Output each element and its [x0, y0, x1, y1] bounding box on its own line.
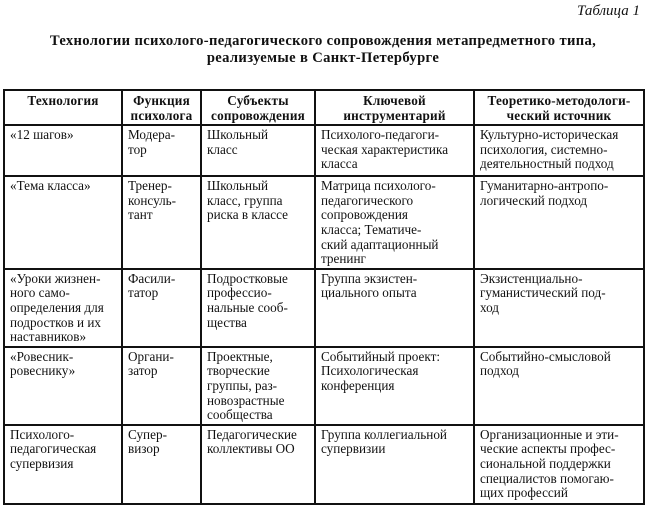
cell-text: нальные сооб-: [207, 299, 288, 315]
cell-function: [122, 125, 201, 176]
cell-text: ход: [480, 299, 500, 315]
table-row: [4, 176, 644, 269]
cell-text: класса: [321, 156, 358, 172]
cell-text: сиональной поддержки: [480, 455, 611, 471]
cell-subjects: [201, 125, 315, 176]
cell-text: Организационные и эти-: [480, 426, 619, 442]
cell-text: визор: [128, 441, 160, 457]
cell-text: риска в классе: [207, 207, 288, 223]
cell-source: [474, 347, 644, 425]
cell-text: супервизия: [10, 455, 74, 471]
cell-technology: [4, 125, 122, 176]
cell-text: ческая характеристика: [321, 141, 449, 157]
table-row: [4, 425, 644, 504]
cell-text: «Ровесник-: [10, 348, 74, 364]
header-text: Субъекты: [227, 93, 289, 108]
cell-text: сопровождения: [321, 207, 408, 223]
cell-text: Группа коллегиальной: [321, 426, 447, 442]
cell-text: профессио-: [207, 285, 272, 301]
cell-subjects: [201, 269, 315, 347]
cell-text: Супер-: [128, 426, 167, 442]
cell-text: Событийно-смысловой: [480, 348, 611, 364]
cell-text: новозрастные: [207, 392, 285, 408]
cell-text: конференция: [321, 377, 395, 393]
cell-source: [474, 125, 644, 176]
cell-text: Психолого-: [10, 426, 75, 442]
cell-text: супервизии: [321, 441, 386, 457]
cell-text: психология, системно-: [480, 141, 608, 157]
cell-text: логический подход: [480, 192, 588, 208]
cell-text: класс: [207, 141, 238, 157]
cell-text: Психолого-педагоги-: [321, 127, 440, 143]
cell-source: [474, 269, 644, 347]
cell-text: ский адаптационный: [321, 236, 439, 252]
header-text: Ключевой: [363, 93, 426, 108]
technologies-table: [3, 89, 645, 505]
cell-text: коллективы ОО: [207, 441, 295, 457]
header-technology: [4, 90, 122, 125]
title-line: Технологии психолого-педагогического сопровождения метапредметного типа,: [49, 33, 597, 49]
cell-tools: [315, 347, 474, 425]
cell-text: Матрица психолого-: [321, 178, 436, 194]
cell-tools: [315, 176, 474, 269]
table-row: [4, 125, 644, 176]
header-text: сопровождения: [211, 107, 305, 123]
cell-text: «12 шагов»: [10, 127, 74, 143]
cell-text: тант: [128, 207, 153, 223]
cell-text: щих профессий: [480, 485, 568, 501]
table-row: [4, 269, 644, 347]
cell-text: Школьный: [207, 127, 269, 143]
cell-text: тор: [128, 141, 147, 157]
cell-tools: [315, 269, 474, 347]
cell-text: Органи-: [128, 348, 174, 364]
cell-technology: [4, 425, 122, 504]
cell-text: класс, группа: [207, 192, 283, 208]
cell-text: Подростковые: [207, 270, 288, 286]
cell-text: Тренер-: [128, 178, 172, 194]
cell-text: гуманистический под-: [480, 285, 606, 301]
cell-source: [474, 176, 644, 269]
cell-text: тренинг: [321, 251, 366, 267]
cell-text: Проектные,: [207, 348, 273, 364]
cell-technology: [4, 269, 122, 347]
cell-subjects: [201, 176, 315, 269]
header-text: инструментарий: [343, 107, 446, 123]
cell-technology: [4, 176, 122, 269]
cell-text: ровеснику»: [10, 363, 76, 379]
cell-subjects: [201, 347, 315, 425]
cell-text: подход: [480, 363, 519, 379]
cell-subjects: [201, 425, 315, 504]
cell-text: Психологическая: [321, 363, 419, 379]
cell-text: класса; Тематиче-: [321, 221, 422, 237]
table-row: [4, 347, 644, 425]
cell-text: Гуманитарно-антропо-: [480, 178, 609, 194]
header-text: психолога: [130, 107, 193, 123]
cell-function: [122, 425, 201, 504]
header-text: ческий источник: [506, 107, 612, 123]
cell-text: наставников»: [10, 329, 87, 345]
cell-text: Группа экзистен-: [321, 270, 418, 286]
table-header-row: [4, 90, 644, 125]
cell-text: подростков и их: [10, 314, 101, 330]
document-title: [0, 33, 646, 67]
header-theoretical-source: [474, 90, 644, 125]
cell-text: Педагогические: [207, 426, 297, 442]
cell-text: щества: [207, 314, 247, 330]
cell-text: педагогическая: [10, 441, 97, 457]
cell-text: Модера-: [128, 127, 176, 143]
cell-text: Школьный: [207, 178, 269, 194]
cell-function: [122, 176, 201, 269]
cell-source: [474, 425, 644, 504]
header-subjects: [201, 90, 315, 125]
cell-technology: [4, 347, 122, 425]
cell-text: Культурно-историческая: [480, 127, 619, 143]
cell-text: Фасили-: [128, 270, 176, 286]
cell-text: консуль-: [128, 192, 177, 208]
cell-text: определения для: [10, 299, 104, 315]
header-text: Функция: [133, 93, 190, 108]
header-text: Теоретико-методологи-: [487, 93, 631, 108]
cell-text: педагогического: [321, 192, 414, 208]
cell-text: «Тема класса»: [10, 178, 91, 194]
cell-text: затор: [128, 363, 158, 379]
title-line: реализуемые в Санкт-Петербурге: [206, 50, 440, 66]
cell-text: «Уроки жизнен-: [10, 270, 101, 286]
cell-text: ческие аспекты профес-: [480, 441, 616, 457]
cell-tools: [315, 125, 474, 176]
cell-text: специалистов помогаю-: [480, 470, 614, 486]
cell-text: группы, раз-: [207, 377, 278, 393]
header-key-tools: [315, 90, 474, 125]
cell-text: Событийный проект:: [321, 348, 441, 364]
cell-text: Экзистенциально-: [480, 270, 583, 286]
cell-text: сообщества: [207, 407, 273, 423]
header-psychologist-function: [122, 90, 201, 125]
cell-text: татор: [128, 285, 159, 301]
cell-tools: [315, 425, 474, 504]
cell-function: [122, 269, 201, 347]
cell-text: творческие: [207, 363, 270, 379]
cell-text: ного само-: [10, 285, 70, 301]
cell-function: [122, 347, 201, 425]
header-text: Технология: [27, 93, 99, 108]
table-label: Таблица 1: [577, 3, 640, 19]
cell-text: деятельностный подход: [480, 156, 614, 172]
cell-text: циального опыта: [321, 285, 417, 301]
